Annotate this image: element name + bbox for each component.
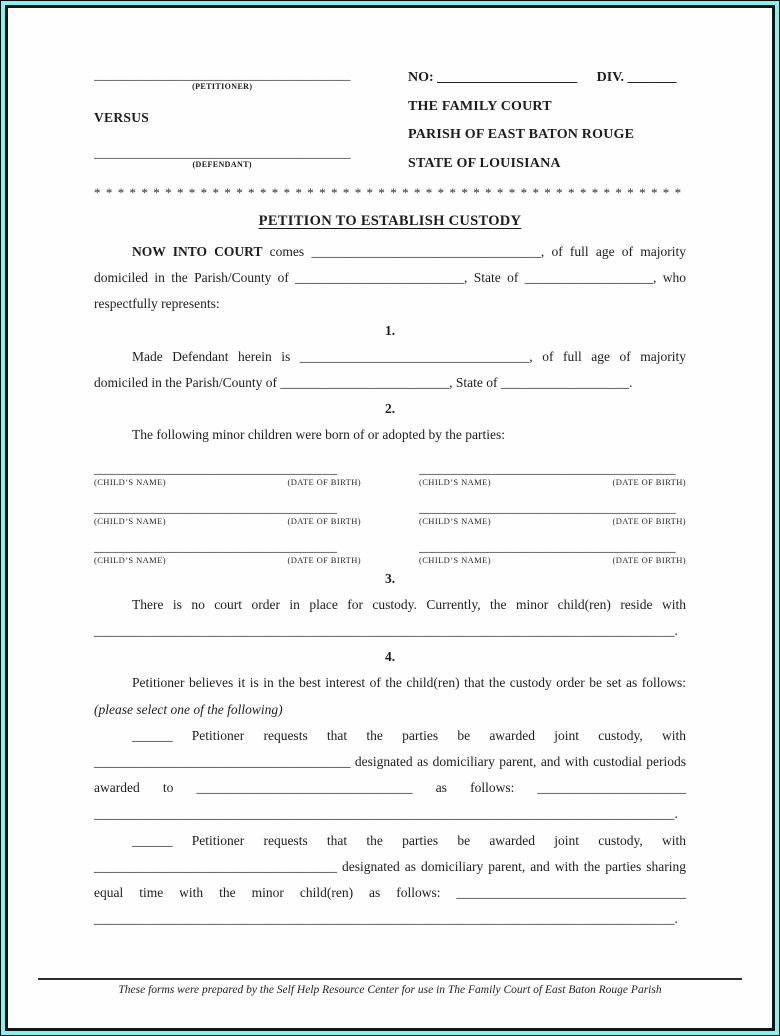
child-name-dob-blank[interactable]: ____________________________________: [94, 461, 337, 476]
petitioner-label: (PETITIONER): [192, 82, 253, 91]
child-row: [94, 501, 686, 527]
child-name-dob-blank[interactable]: ____________________________________: [94, 539, 337, 554]
parties-block: [94, 62, 394, 178]
option-1-select-blank[interactable]: ______: [132, 727, 173, 743]
defendant-label: (DEFENDANT): [192, 160, 252, 169]
date-of-birth-label: (DATE OF BIRTH): [287, 476, 361, 487]
page-title: PETITION TO ESTABLISH CUSTODY: [258, 213, 522, 229]
child-name-dob-blank[interactable]: ______________________________________: [419, 500, 676, 515]
child-row: [94, 540, 686, 566]
child-entry: [419, 501, 686, 527]
date-of-birth-label: (DATE OF BIRTH): [612, 554, 686, 565]
petition-document-page: [5, 5, 775, 1031]
defendant-name-blank[interactable]: ______________________________________: [94, 146, 351, 160]
defendant-block: [94, 146, 351, 170]
petition-body: [94, 239, 686, 932]
child-name-label: (CHILD’S NAME): [419, 515, 491, 526]
section-4-text: Petitioner believes it is in the best interest of the child(ren) that the custody order be set as follows:: [132, 675, 686, 691]
scan-frame: [1, 1, 779, 1035]
court-block: [408, 62, 686, 178]
date-of-birth-label: (DATE OF BIRTH): [287, 515, 361, 526]
child-name-label: (CHILD’S NAME): [94, 476, 166, 487]
section-1-paragraph: Made Defendant herein is __________________________________, of full age of majority domiciled in the Parish/County of _________________________, State of ___________________.: [94, 348, 686, 391]
section-2-number: 2.: [384, 401, 396, 417]
case-number-blank[interactable]: ____________________: [437, 70, 578, 85]
division-label: DIV.: [596, 70, 625, 85]
court-state: STATE OF LOUISIANA: [408, 155, 561, 171]
case-number-label: NO:: [408, 70, 434, 85]
child-name-dob-blank[interactable]: ____________________________________: [94, 500, 337, 515]
section-3-number: 3.: [384, 570, 396, 586]
date-of-birth-label: (DATE OF BIRTH): [612, 515, 686, 526]
custody-option-2-paragraph: [94, 828, 686, 933]
child-name-label: (CHILD’S NAME): [94, 554, 166, 565]
child-entry: [94, 540, 361, 566]
court-parish: PARISH OF EAST BATON ROUGE: [408, 127, 635, 142]
child-row: [94, 462, 686, 488]
child-entry: [94, 501, 361, 527]
section-4-number: 4.: [384, 649, 396, 665]
option-1-text: Petitioner requests that the parties be awarded joint custody, with ______________________________________ designated as domiciliary parent, and with custodial periods awarded to ________________________________ as follows: ______________________ ______________________________________________________________________________________.: [94, 727, 686, 822]
now-into-court-lead: NOW INTO COURT: [132, 244, 263, 259]
child-name-label: (CHILD’S NAME): [419, 476, 491, 487]
option-2-select-blank[interactable]: ______: [132, 832, 173, 848]
select-one-instruction: (please select one of the following): [94, 701, 283, 717]
date-of-birth-label: (DATE OF BIRTH): [612, 476, 686, 487]
child-entry: [419, 462, 686, 488]
child-entry: [94, 462, 361, 488]
court-name: THE FAMILY COURT: [408, 98, 552, 114]
section-1-number: 1.: [384, 322, 396, 338]
section-3-paragraph: There is no court order in place for custody. Currently, the minor child(ren) reside with ______________________________________________________________________________________.: [94, 596, 686, 639]
asterisk-separator: * * * * * * * * * * * * * * * * * * * * * * * * * * * * * * * * * * * * * * * * * * * * * * * * * *: [94, 185, 682, 200]
intro-text: comes __________________________________, of full age of majority domiciled in the Parish/County of _________________________, State of ___________________, who respectfully represents:: [94, 244, 686, 312]
footer-note: These forms were prepared by the Self Help Resource Center for use in The Family Court of East Baton Rouge Parish: [38, 978, 742, 996]
child-entry: [419, 540, 686, 566]
child-name-dob-blank[interactable]: ______________________________________: [419, 461, 676, 476]
petitioner-block: [94, 68, 351, 92]
versus-label: VERSUS: [94, 110, 150, 125]
option-2-text: Petitioner requests that the parties be awarded joint custody, with ____________________________________ designated as domiciliary parent, and with the parties sharing equal time with the minor child(ren) as follows: __________________________________ ______________________________________________________________________________________.: [94, 832, 686, 927]
docket-row: [408, 64, 686, 93]
children-grid: [94, 462, 686, 566]
section-2-paragraph: The following minor children were born of or adopted by the parties:: [132, 427, 506, 443]
child-name-label: (CHILD’S NAME): [94, 515, 166, 526]
section-4-paragraph: [94, 670, 686, 722]
child-name-label: (CHILD’S NAME): [419, 554, 491, 565]
child-name-dob-blank[interactable]: ______________________________________: [419, 539, 676, 554]
date-of-birth-label: (DATE OF BIRTH): [287, 554, 361, 565]
petitioner-name-blank[interactable]: ______________________________________: [94, 68, 351, 82]
case-caption: [94, 62, 686, 178]
division-blank[interactable]: _______: [627, 70, 677, 85]
custody-option-1-paragraph: [94, 723, 686, 828]
intro-paragraph: [94, 239, 686, 318]
